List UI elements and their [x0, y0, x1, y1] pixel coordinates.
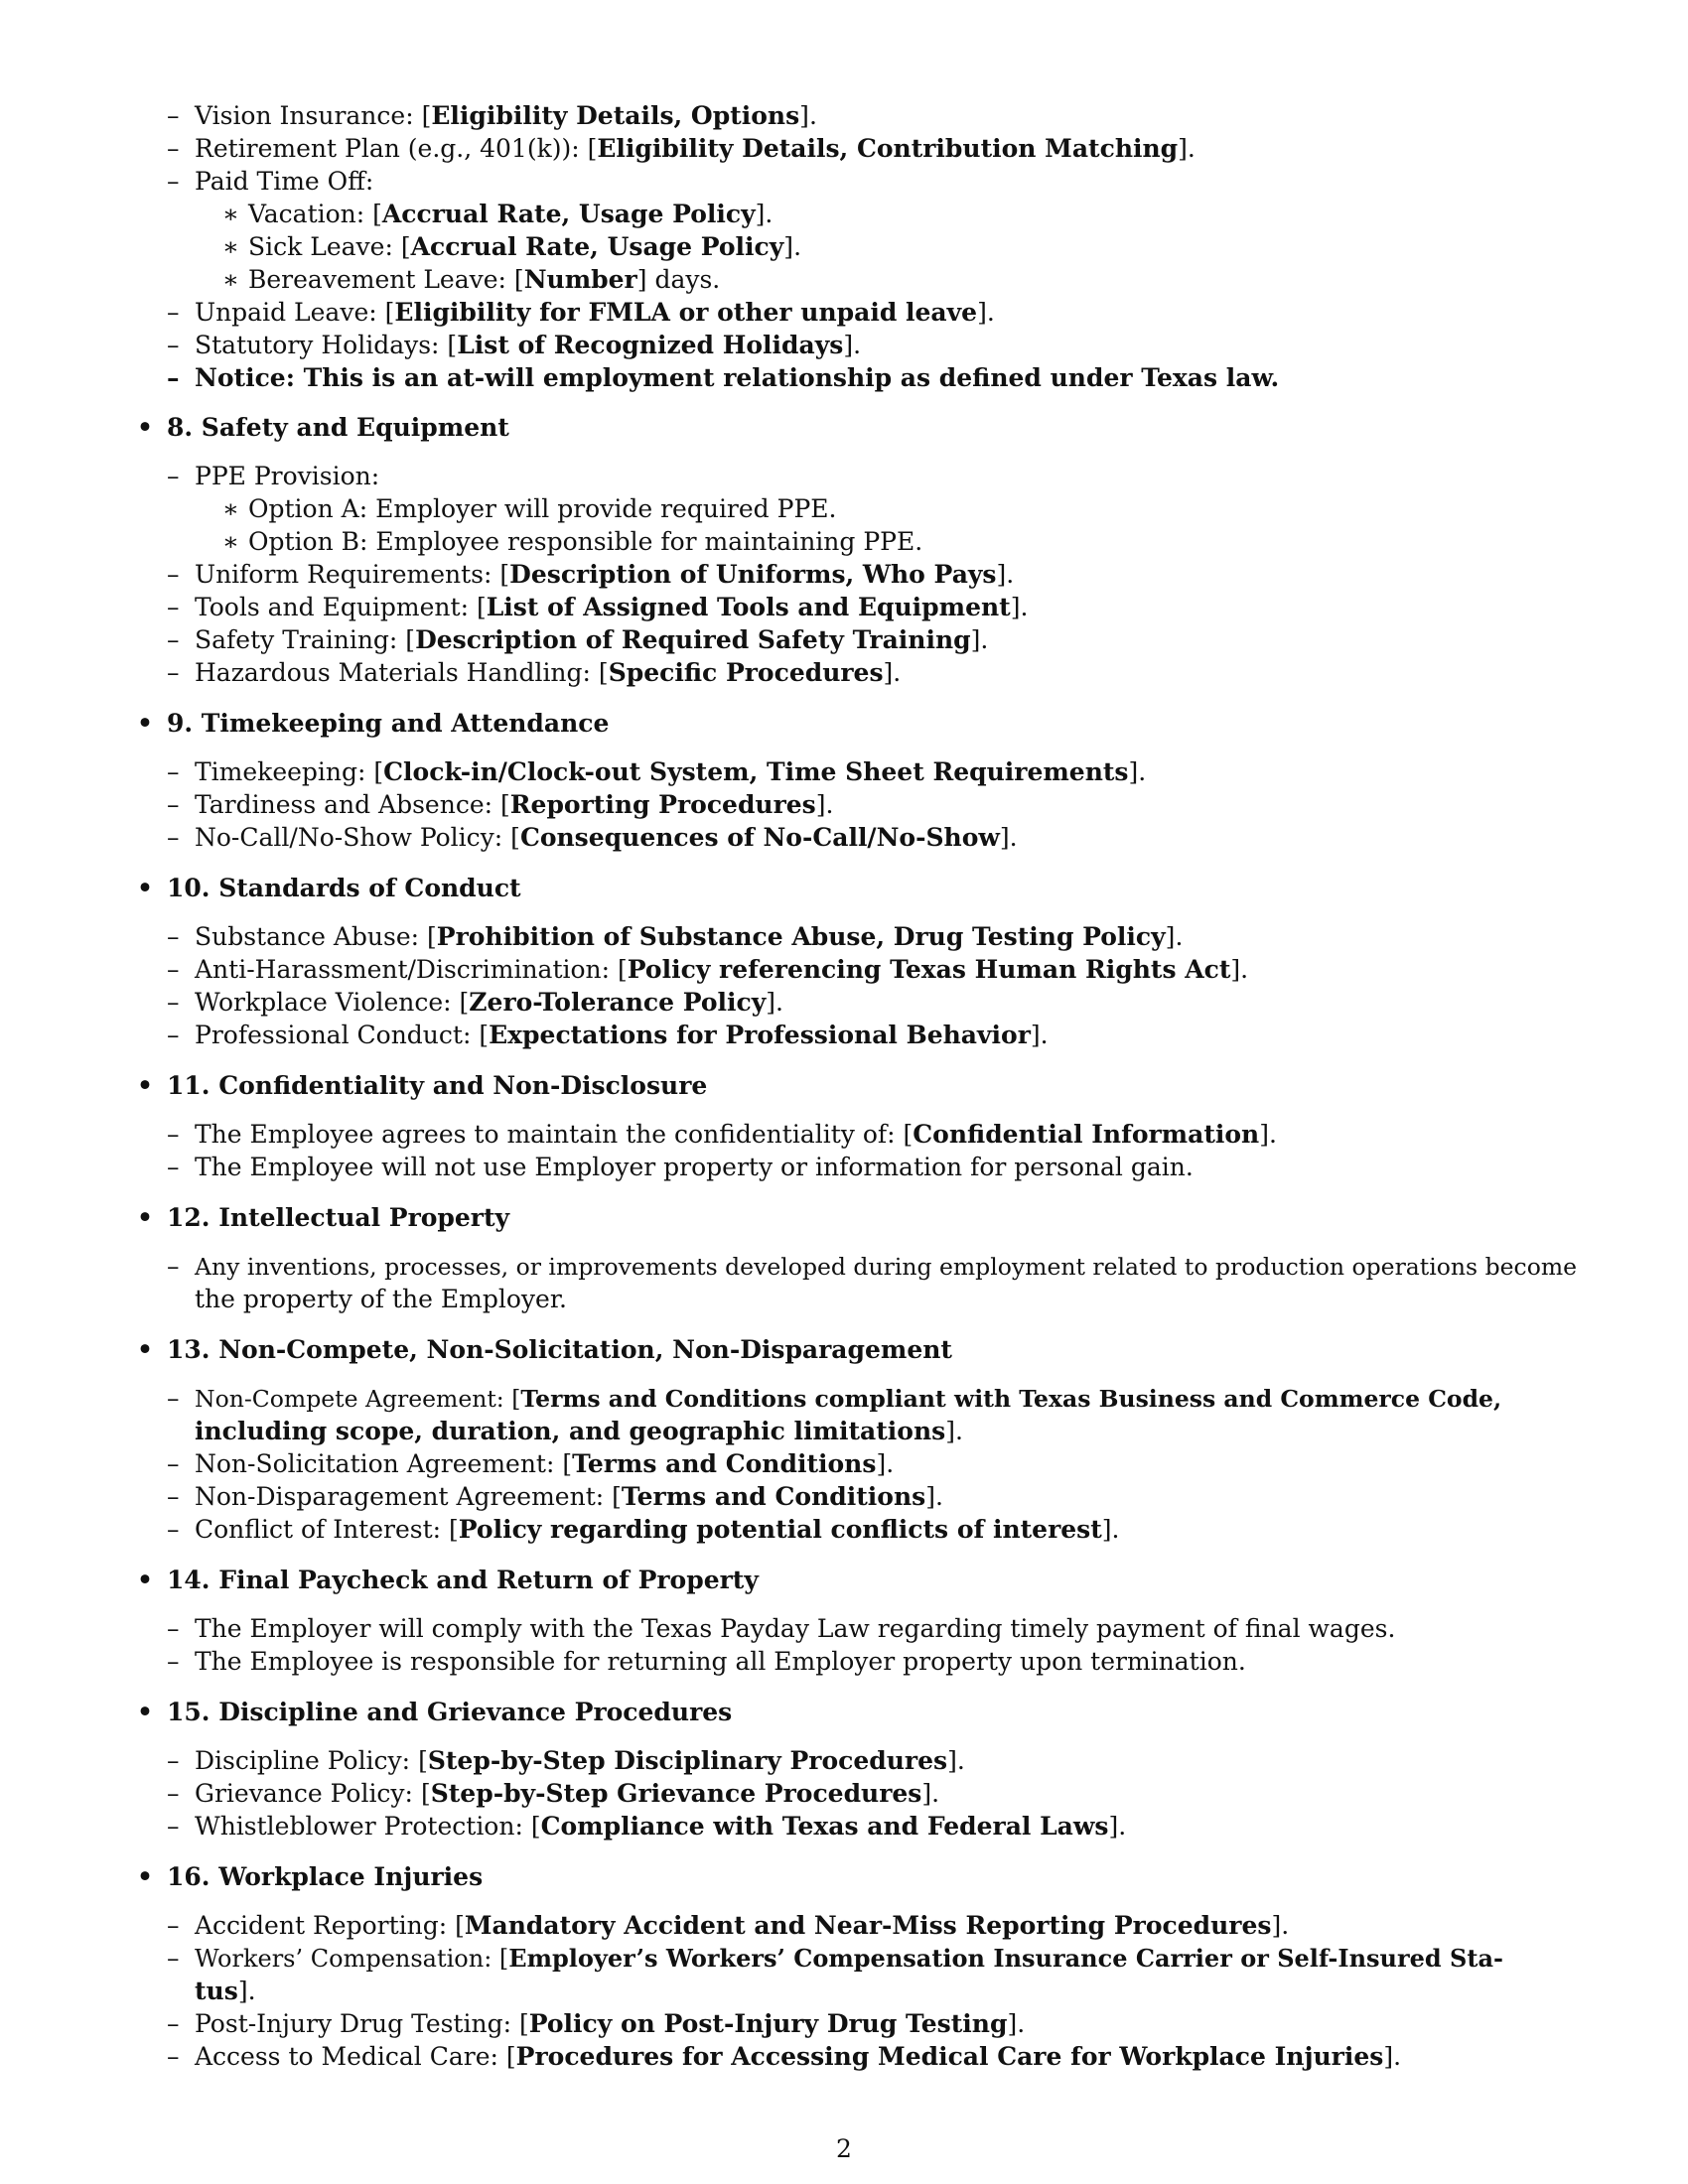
list-item: – Substance Abuse: [Prohibition of Substance Abuse, Drug Testing Policy]. — [167, 922, 1184, 951]
list-item: – Non-Compete Agreement: [Terms and Conditions compliant with Texas Business and Commerce Code, — [167, 1384, 1502, 1413]
list-item: – Hazardous Materials Handling: [Specific Procedures]. — [167, 658, 902, 687]
list-item: – Whistleblower Protection: [Compliance with Texas and Federal Laws]. — [167, 1812, 1127, 1841]
list-item-continuation: including scope, duration, and geographic limitations]. — [195, 1417, 963, 1445]
section-heading: • 13. Non-Compete, Non-Solicitation, Non-Disparagement — [137, 1335, 952, 1364]
section-heading: • 8. Safety and Equipment — [137, 413, 509, 442]
list-item: – Timekeeping: [Clock-in/Clock-out System, Time Sheet Requirements]. — [167, 757, 1147, 786]
list-item: – Conflict of Interest: [Policy regarding potential conflicts of interest]. — [167, 1515, 1120, 1544]
list-item: – Grievance Policy: [Step-by-Step Grievance Procedures]. — [167, 1779, 940, 1808]
list-item: – Workplace Violence: [Zero-Tolerance Policy]. — [167, 988, 783, 1017]
page-number: 2 — [836, 2134, 852, 2163]
notice-text: – Notice: This is an at-will employment relationship as defined under Texas law. — [167, 363, 1280, 392]
list-item: – Retirement Plan (e.g., 401(k)): [Eligibility Details, Contribution Matching]. — [167, 134, 1196, 163]
list-item: – The Employee agrees to maintain the confidentiality of: [Confidential Information]. — [167, 1120, 1277, 1149]
list-item: – Paid Time Off: — [167, 167, 374, 196]
list-item: – Uniform Requirements: [Description of Uniforms, Who Pays]. — [167, 560, 1015, 589]
list-item: – Safety Training: [Description of Required Safety Training]. — [167, 625, 989, 654]
section-heading: • 11. Confidentiality and Non-Disclosure — [137, 1071, 708, 1100]
list-item: – Unpaid Leave: [Eligibility for FMLA or other unpaid leave]. — [167, 298, 995, 327]
section-heading: • 9. Timekeeping and Attendance — [137, 709, 610, 738]
list-subitem: ∗ Option B: Employee responsible for maintaining PPE. — [222, 527, 923, 556]
list-item: – The Employer will comply with the Texas Payday Law regarding timely payment of final wages. — [167, 1614, 1396, 1643]
list-item: – Accident Reporting: [Mandatory Accident and Near-Miss Reporting Procedures]. — [167, 1911, 1290, 1940]
list-subitem: ∗ Bereavement Leave: [Number] days. — [222, 265, 721, 294]
list-item: – Non-Solicitation Agreement: [Terms and Conditions]. — [167, 1449, 895, 1478]
section-heading: • 15. Discipline and Grievance Procedures — [137, 1698, 733, 1726]
list-subitem: ∗ Vacation: [Accrual Rate, Usage Policy]. — [222, 200, 774, 228]
list-item: – Anti-Harassment/Discrimination: [Policy referencing Texas Human Rights Act]. — [167, 955, 1249, 984]
list-item: – Workers’ Compensation: [Employer’s Workers’ Compensation Insurance Carrier or Self-Insured Sta- — [167, 1944, 1503, 1973]
list-item-continuation: the property of the Employer. — [195, 1285, 567, 1313]
list-item: – The Employee is responsible for returning all Employer property upon termination. — [167, 1647, 1246, 1676]
section-heading: • 10. Standards of Conduct — [137, 874, 521, 902]
list-item: – Discipline Policy: [Step-by-Step Disciplinary Procedures]. — [167, 1746, 965, 1775]
list-item-continuation: tus]. — [195, 1977, 256, 2005]
list-subitem: ∗ Option A: Employer will provide required PPE. — [222, 494, 837, 523]
list-item: – Professional Conduct: [Expectations for Professional Behavior]. — [167, 1021, 1049, 1049]
section-heading: • 12. Intellectual Property — [137, 1203, 510, 1232]
list-item: – PPE Provision: — [167, 462, 380, 490]
list-item: – Vision Insurance: [Eligibility Details, Options]. — [167, 101, 817, 130]
list-item: – Post-Injury Drug Testing: [Policy on Post-Injury Drug Testing]. — [167, 2009, 1026, 2038]
list-item: – Any inventions, processes, or improvements developed during employment related to production operations become — [167, 1252, 1578, 1281]
list-item: – Access to Medical Care: [Procedures for Accessing Medical Care for Workplace Injuries]. — [167, 2042, 1402, 2071]
list-item: – Non-Disparagement Agreement: [Terms and Conditions]. — [167, 1482, 943, 1511]
section-heading: • 14. Final Paycheck and Return of Property — [137, 1566, 759, 1594]
list-item: – No-Call/No-Show Policy: [Consequences of No-Call/No-Show]. — [167, 823, 1018, 852]
list-item: – Tardiness and Absence: [Reporting Procedures]. — [167, 790, 834, 819]
list-item: – Tools and Equipment: [List of Assigned Tools and Equipment]. — [167, 593, 1029, 621]
list-subitem: ∗ Sick Leave: [Accrual Rate, Usage Policy]. — [222, 232, 802, 261]
list-item: – The Employee will not use Employer property or information for personal gain. — [167, 1153, 1194, 1181]
section-heading: • 16. Workplace Injuries — [137, 1862, 484, 1891]
list-item: – Statutory Holidays: [List of Recognized Holidays]. — [167, 331, 862, 359]
